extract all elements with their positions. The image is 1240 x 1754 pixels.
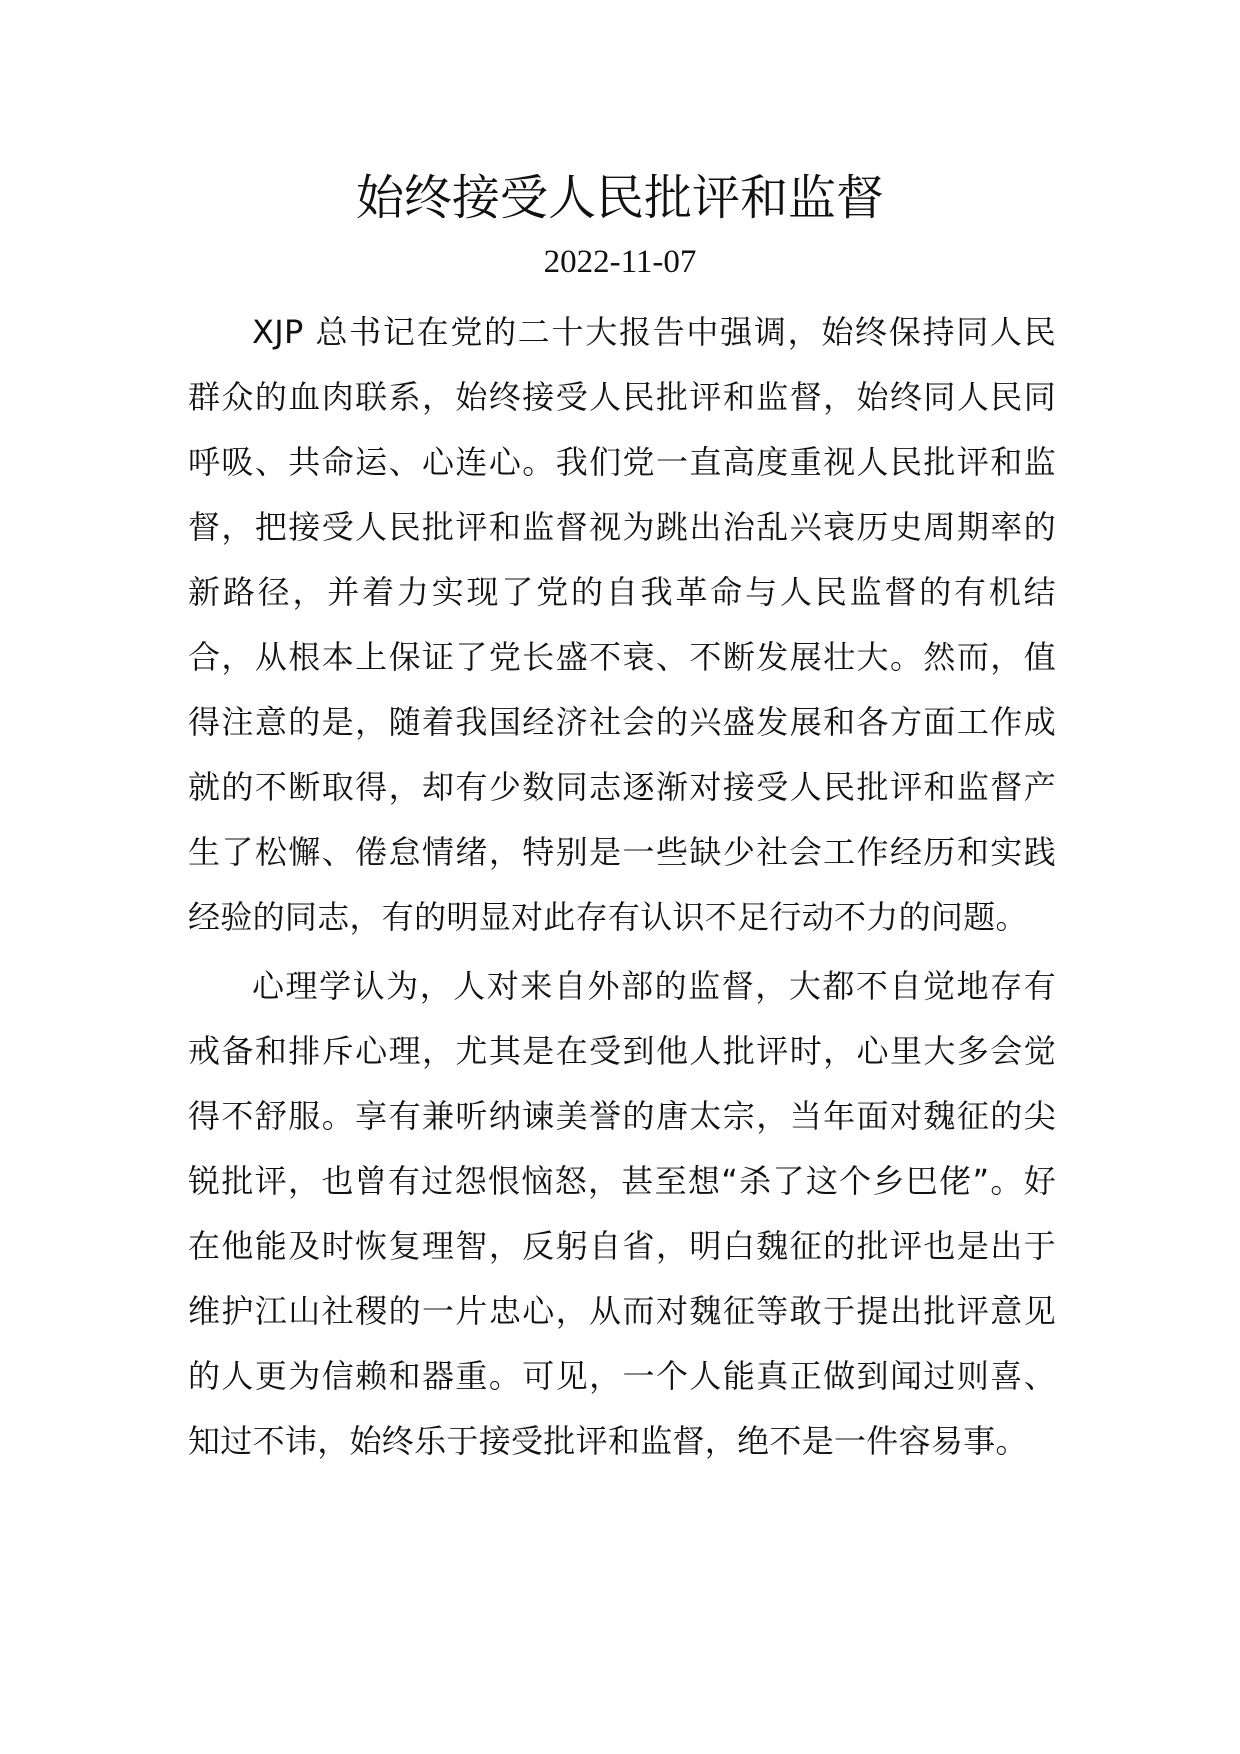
paragraph-1: XJP 总书记在党的二十大报告中强调，始终保持同人民群众的血肉联系，始终接受人民批评和监督，始终同人民同呼吸、共命运、心连心。我们党一直高度重视人民批评和监督，把接受人民批评和监督视为跳出治乱兴衰历史周期率的新路径，并着力实现了党的自我革命与人民监督的有机结合，从根本上保证了党长盛不衰、不断发展壮大。然而，值得注意的是，随着我国经济社会的兴盛发展和各方面工作成就的不断取得，却有少数同志逐渐对接受人民批评和监督产生了松懈、倦怠情绪，特别是一些缺少社会工作经历和实践经验的同志，有的明显对此存有认识不足行动不力的问题。 [188,313,1056,936]
document-body [188,300,1056,1478]
document-date: 2022-11-07 [543,244,697,280]
document-title: 始终接受人民批评和监督 [355,170,884,226]
paragraph-2: 心理学认为，人对来自外部的监督，大都不自觉地存有戒备和排斥心理，尤其是在受到他人批评时，心里大多会觉得不舒服。享有兼听纳谏美誉的唐太宗，当年面对魏征的尖锐批评，也曾有过怨恨恼怒，甚至想“杀了这个乡巴佬”。好在他能及时恢复理智，反躬自省，明白魏征的批评也是出于维护江山社稷的一片忠心，从而对魏征等敢于提出批评意见的人更为信赖和器重。可见，一个人能真正做到闻过则喜、知过不讳，始终乐于接受批评和监督，绝不是一件容易事。 [188,967,1056,1460]
